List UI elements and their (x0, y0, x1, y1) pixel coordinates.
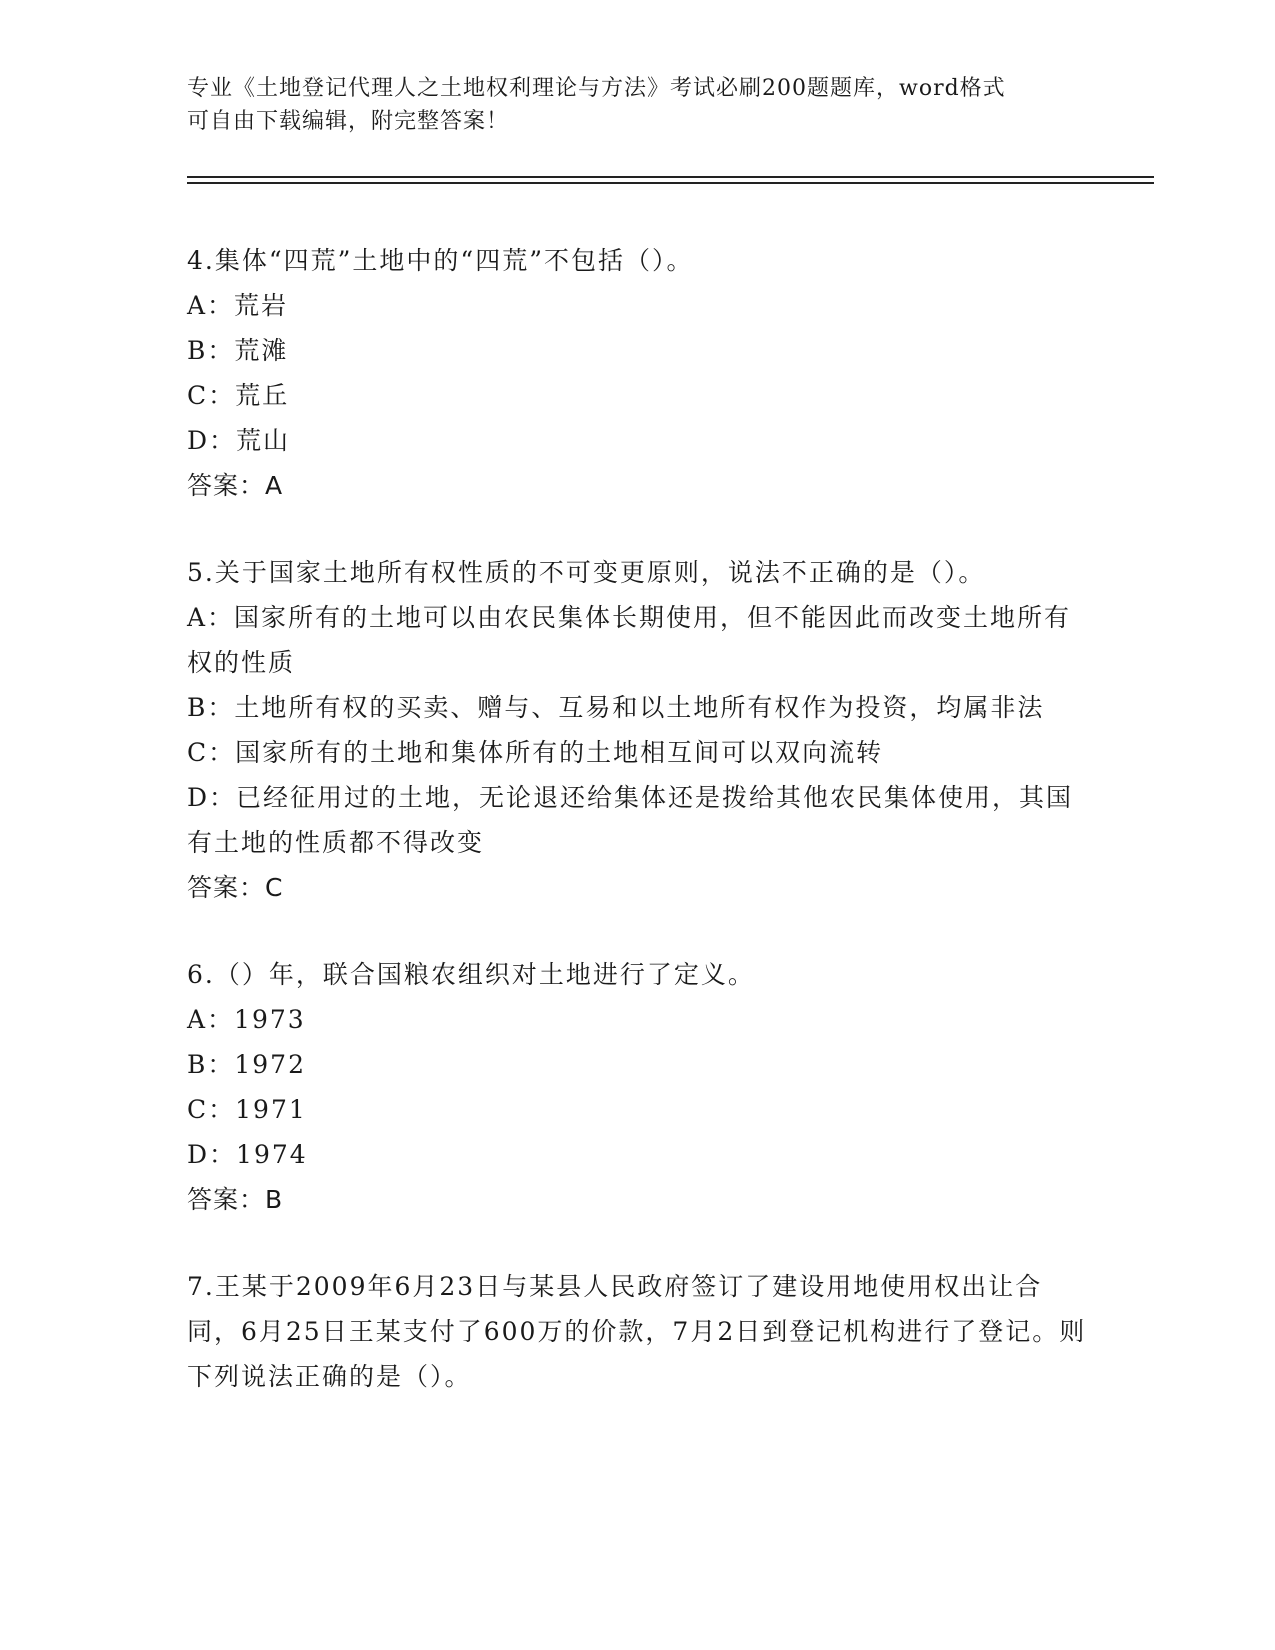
option-d: D：已经征用过的土地，无论退还给集体还是拨给其他农民集体使用，其国有土地的性质都不得改变 (187, 783, 1074, 857)
page-header (187, 72, 1067, 138)
option-d: D：1974 (187, 1140, 308, 1169)
question-stem: 4.集体“四荒”土地中的“四荒”不包括（）。 (187, 246, 694, 275)
option-b: B：荒滩 (187, 336, 289, 365)
option-a: A：国家所有的土地可以由农民集体长期使用，但不能因此而改变土地所有权的性质 (187, 603, 1072, 677)
question-4 (187, 238, 1087, 508)
question-7 (187, 1264, 1087, 1399)
header-divider-bottom (187, 182, 1154, 184)
question-stem: 5.关于国家土地所有权性质的不可变更原则，说法不正确的是（）。 (187, 558, 986, 587)
option-d: D：荒山 (187, 426, 291, 455)
question-5 (187, 550, 1087, 910)
question-stem: 6.（）年，联合国粮农组织对土地进行了定义。 (187, 960, 755, 989)
option-a: A：荒岩 (187, 291, 289, 320)
option-c: C：1971 (187, 1095, 307, 1124)
header-line-2: 可自由下载编辑，附完整答案！ (187, 109, 510, 134)
header-divider-top (187, 176, 1154, 178)
question-6 (187, 952, 1087, 1222)
answer: 答案：C (187, 873, 284, 902)
option-c: C：荒丘 (187, 381, 290, 410)
answer: 答案：B (187, 1185, 284, 1214)
option-b: B：1972 (187, 1050, 306, 1079)
question-list (187, 238, 1087, 1441)
header-line-1: 专业《土地登记代理人之土地权利理论与方法》考试必刷200题题库，word格式 (187, 76, 1006, 101)
option-b: B：土地所有权的买卖、赠与、互易和以土地所有权作为投资，均属非法 (187, 693, 1045, 722)
option-c: C：国家所有的土地和集体所有的土地相互间可以双向流转 (187, 738, 884, 767)
option-a: A：1973 (187, 1005, 306, 1034)
answer: 答案：A (187, 471, 284, 500)
question-stem: 7.王某于2009年6月23日与某县人民政府签订了建设用地使用权出让合同，6月25日王某支付了600万的价款，7月2日到登记机构进行了登记。则下列说法正确的是（）。 (187, 1272, 1087, 1391)
